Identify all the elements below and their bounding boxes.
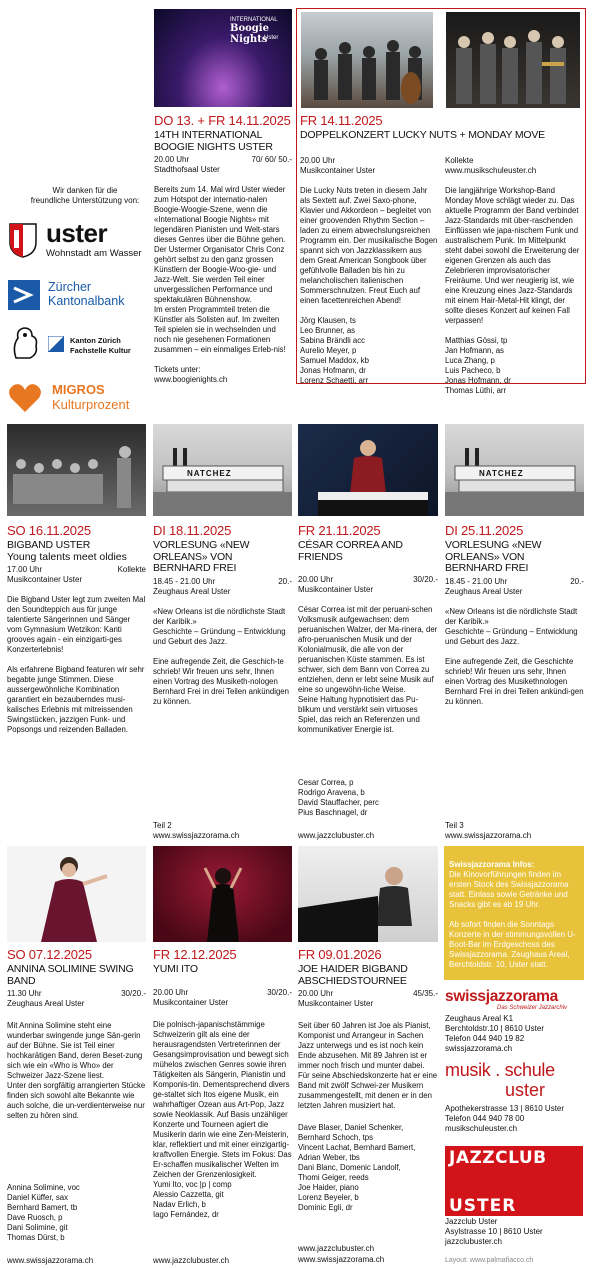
pianist-drawing [298,424,438,516]
ms-address: Apothekerstrasse 13 | 8610 Uster Telefon 044 940 78 00 musikschuleuster.ch [445,1104,565,1133]
event-date: FR 14.11.2025 [300,113,383,128]
event-time: 20.00 Uhr [154,155,190,164]
info-heading: Swissjazzorama Infos: [449,860,535,869]
singer-drawing [153,846,292,942]
event-tickets: Tickets unter: www.boogienights.ch [154,365,228,384]
event-description: Die polnisch-japanischstämmige Schweizerin gilt als eine der herausragendsten Vertreterinnen der Gesangsimprovisation und bewegt sich mühelos zwischen Genres sowie ihren Tätigkeiten als Sängerin, Pianistin und Komponis-tin. Dementsprechend divers ge-staltet sich Itos eigene Musik, ein wahrhaftiger Ozean aus Art-Pop, Jazz sowie Neoklassik. Auf Basis unzähliger Konzerte und Tourneen agiert die Musikerin darin wie eine Zen-Meisterin, klar, reflektiert und mit einer einzigartig-kraftvollen Energie. Stets im Fokus: Das Er-schaffen musikalischer Welten im Zeichen der Grenzenlosigkeit. [153,1019,292,1179]
event-title: CÉSAR CORREA AND FRIENDS [298,539,403,563]
uster-crest-icon [8,222,38,258]
event-price: 30/20.- [121,989,146,998]
jc-wordmark-line2: USTER [449,1196,517,1216]
event-description: «New Orleans ist die nördlichste Stadt der Karibik.» Geschichte – Gründung – Entwicklung und Geburt des Jazz. Eine aufregende Zeit, die Geschich-te schrieb! Wir freuen uns sehr, Ihnen einen Vortrag des Musiketh-nologen Bernhard Frei in drei Teilen ankündigen zu können. [153,606,289,706]
heart-icon [8,382,42,414]
annina-solimine-photo [7,846,146,942]
band-silhouettes [301,12,433,108]
event-boogie-nights [154,114,292,385]
event-venue: Musikcontainer Uster [153,997,229,1007]
event-title: YUMI ITO [153,963,198,975]
event-date: DO 13. + FR 14.11.2025 [154,113,291,128]
zkb-logo [8,280,148,312]
event-web-link[interactable]: www.jazzclubuster.ch [153,1256,230,1265]
zkb-line2: Kantonalbank [48,294,125,308]
boat-name-label: NATCHEZ [187,469,232,478]
event-joe-haider [298,948,438,1213]
event-date: SO 16.11.2025 [7,523,91,538]
event-price: 20.- [278,576,292,586]
event-title: BIGBAND USTER [7,539,91,551]
event-yumi-ito [153,948,292,1220]
poster-line3: Uster [264,35,279,41]
event-price: 30/20.- [267,987,292,997]
poster-line2: Boogie Nights [230,23,269,45]
event-price: 45/35.- [413,989,438,998]
zh-line2: Fachstelle Kultur [70,346,131,355]
boogie-nights-poster [154,9,292,107]
event-title: ANNINA SOLIMINE SWING BAND [7,963,134,987]
event-price: Kollekte [445,156,474,165]
event-title: JOE HAIDER BIGBAND ABSCHIEDSTOURNEE [298,963,408,987]
event-time: 17.00 Uhr [7,565,43,574]
sjo-wordmark: swissjazzorama [445,988,558,1005]
event-musicians: Matthias Gössi, tp Jan Hofmann, as Luca Zhang, p Luis Pacheco, b Jonas Hofmann, dr Thomas Lüthi, arr [445,336,511,395]
event-subtitle: Young talents meet oldies [7,550,127,563]
pianist-drawing [298,846,438,942]
event-venue: Zeughaus Areal Uster [445,586,523,596]
boat-name-label: NATCHEZ [479,469,524,478]
event-lucky-nuts [300,156,438,386]
event-musicians: Annina Solimine, voc Daniel Küffer, sax Bernhard Bamert, tb Dave Ruosch, p Dani Solimine, git Thomas Dürst, b [7,1183,80,1242]
event-description: Die Lucky Nuts treten in diesem Jahr als Sextett auf. Zwei Saxo-phone, Klavier und Akkordeon – begleitet von einer groovenden Rhythm Section – laden zu einem abwechslungsreichen Programm ein. Der musikalische Bogen spannt sich von Jazzklassikern aus dem Great American Songbook über gefühlvolle Balladen bis hin zu melancholischen italienischen Sommerschnulzen. Freut Euch auf einen facettenreichen Abend! [300,186,438,305]
event-date: SO 07.12.2025 [7,947,92,962]
joe-haider-photo [298,846,438,942]
zh-line1: Kanton Zürich [70,336,121,345]
event-description: Seit über 60 Jahren ist Joe als Pianist, Komponist und Arrangeur in Sachen Jazz unterwegs und es ist noch kein Ende abzusehen. Mit 89 Jahren ist er immer noch frisch und munter dabei. Für seine Abschiedskonzerte hat er eine Band mit zwölf Schwei-zer Musikern zusammengestellt, mit denen er in den letzten Jahren musiziert hat. [298,1021,438,1110]
event-price: 30/20.- [413,575,438,584]
uster-tagline: Wohnstadt am Wasser [46,248,142,259]
event-web-link[interactable]: www.musikschuleuster.ch [445,166,537,175]
natchez-steamboat-photo [153,424,292,516]
event-annina-solimine [7,948,146,1121]
event-vorlesung-2 [445,524,584,707]
event-web-link[interactable]: www.jazzclubuster.ch [298,1244,375,1253]
teil2-web-link[interactable]: www.swissjazzorama.ch [153,831,240,840]
event-lucky-nuts-header [300,114,580,142]
event-description: «New Orleans ist die nördlichste Stadt der Karibik.» Geschichte – Gründung – Entwicklung und Geburt des Jazz. Eine aufregende Zeit, die Geschichte schrieb! Wir freuen uns sehr, Ihnen einen Vortrag des Musikethnologen Bernhard Frei in drei Teilen ankündi-gen zu können. [445,606,584,706]
migros-logo [8,382,148,418]
event-vorlesung-1 [153,524,292,707]
natchez-steamboat-photo-2 [445,424,584,516]
teil3-web-link[interactable]: www.swissjazzorama.ch [445,831,532,840]
event-musicians: Yumi Ito, voc |p | comp Alessio Cazzetta, git Nadav Erlich, b Iago Fernández, dr [153,1179,232,1219]
musikschule-logo [445,1060,585,1100]
event-venue: Zeughaus Areal Uster [7,999,85,1008]
event-web-link[interactable]: www.swissjazzorama.ch [7,1256,94,1265]
event-description: Die Bigband Uster legt zum zweiten Mal den Soundteppich aus für junge talentierte Sängerinnen und Sänger vom Gymnasium Wetzikon: Kanti grooves again - ein einzigarti-ges Konzerterlebnis! Als erfahrene Bigband featuren wir sehr begabte junge Stimmen. Diese aussergewöhnliche Kombination garantiert ein bezauberndes musi-kalisches Erlebnis mit mitreissenden Swingstücken, jazzigen Funk- und Popsongs und reizenden Balladen. [7,595,146,734]
event-date: FR 09.01.2026 [298,947,382,962]
event-musicians: Jörg Klausen, ts Leo Brunner, as Sabina Brändli acc Aurelio Meyer, p Samuel Maddox, kb Jonas Hofmann, dr Lorenz Schaetti, arr [300,316,369,385]
event-time: 20.00 Uhr [298,575,334,584]
teil2-label: Teil 2 [153,821,172,830]
lion-icon [8,324,42,362]
uster-wordmark: uster [46,218,108,248]
event-venue: Stadthofsaal Uster [154,165,220,174]
kanton-zuerich-logo [8,324,148,364]
jc-address: Jazzclub Uster Asylstrasse 10 | 8610 Uster jazzclubuster.ch [445,1217,543,1246]
event-monday-move [445,156,583,396]
event-venue: Musikcontainer Uster [7,575,83,584]
band-silhouettes [446,12,580,108]
info-text: Die Kinovorführungen finden im ersten Stock des Swissjazzorama statt. Einlass sowie Getränke und Snacks gibt es ab 19 Uhr. Ab sofort finden die Sonntags Konzerte in der stimmungsvollen U-Boot-Bar im Erdgeschoss des Swissjazzorama. Zeughaus Areal, Berchtoldstr. 10, Uster statt. [449,870,576,969]
event-time: 20.00 Uhr [300,156,336,165]
event-description: Die langjährige Workshop-Band Monday Move schlägt wieder zu. Das aktuelle Programm der Band verbindet Jazz-Standards mit über-raschenden Einflüssen wie japa-nischem Funk und australischem Punk. Im Mittelpunkt steht dabei sowohl die Erweiterung der eigenen Grenzen als auch das Zelebrieren improvisatorischer Freiräume. Und wer neugierig ist, wie eine Kreuzung eines Jazz-Standards mit einem Hair-Metal-Hit klingt, der sollte dieses Konzert auf keinen Fall verpassen! [445,186,580,325]
swissjazzorama-info-box [444,846,584,980]
uster-logo [8,218,148,262]
cesar-correa-photo [298,424,438,516]
event-venue: Zeughaus Areal Uster [153,586,231,596]
sjo-tagline: Das Schweizer Jazzarchiv [497,1005,568,1011]
event-date: DI 18.11.2025 [153,523,232,538]
event-title: DOPPELKONZERT LUCKY NUTS + MONDAY MOVE [300,129,545,141]
event-venue: Musikcontainer Uster [298,585,374,594]
event-time: 11.30 Uhr [7,989,42,998]
event-price: Kollekte [117,565,146,574]
lucky-nuts-photo [301,12,433,108]
monday-move-photo [446,12,580,108]
event-date: FR 21.11.2025 [298,523,381,538]
event-bigband-uster [7,524,146,735]
event-time: 18.45 - 21.00 Uhr [153,576,216,586]
event-web-link-2[interactable]: www.swissjazzorama.ch [298,1255,385,1264]
bigband-uster-photo [7,424,146,516]
zkb-mark-icon [8,280,40,310]
zh-shield-icon [48,336,64,352]
migros-line2: Kulturprozent [52,397,130,412]
jc-wordmark-line1: JAZZCLUB [449,1148,547,1168]
event-description: Mit Annina Solimine steht eine wunderbar swingende junge Sän-gerin auf der Bühne. Sie ist Teil einer hochkarätigen Band, deren Beset-zung sich wie ein «Who is Who» der Schweizer Jazz-Szene liest. Unter den sorgfältig arrangierten Stücke finden sich sowohl alte Bekannte wie auch solche, die un-verdienterweise nur selten zu hören sind. [7,1021,146,1120]
event-cesar-correa [298,524,438,735]
teil3-label: Teil 3 [445,821,464,830]
sjo-address: Zeughaus Areal K1 Berchtoldstr.10 | 8610 Uster Telefon 044 940 19 82 swissjazzorama.ch [445,1014,545,1053]
event-time: 20.00 Uhr [298,989,334,998]
event-price: 20.- [570,576,584,586]
event-date: FR 12.12.2025 [153,947,237,962]
event-price: 70/ 60/ 50.- [251,155,292,164]
migros-line1: MIGROS [52,382,105,397]
band-silhouettes [7,424,146,516]
event-time: 20.00 Uhr [153,987,189,997]
zkb-line1: Zürcher [48,280,92,294]
event-venue: Musikcontainer Uster [298,999,374,1008]
event-description: César Correa ist mit der peruani-schen Volksmusik aufgewachsen: dem peruanischen Walzer, der Ma-rinera, der afro-peruanischen Musik und der Kolonialmusik, die alle von der peruanischen Küste stammen. Es ist schwer, sich dem Bann von Correa zu entziehen, denn er lebt seine Musik auf eine so ungewöhn-liche Weise. Seine Haltung hypnotisiert das Pu-blikum und verstärkt sein virtuoses Spiel, das reich an Referenzen und kommunikativer Energie ist. [298,605,438,734]
event-title: VORLESUNG «NEW ORLEANS» VON BERNHARD FREI [445,539,542,574]
event-musicians: Cesar Correa, p Rodrigo Aravena, b David Stauffacher, perc Pius Baschnagel, dr [298,778,379,817]
thanks-text: Wir danken für die freundliche Unterstützung von: [30,186,140,205]
ms-wordmark-line2: uster [505,1080,546,1100]
singer-drawing [7,846,146,942]
event-musicians: Dave Blaser, Daniel Schenker, Bernhard Schoch, tps Vincent Lachat, Bernhard Bamert, Adrian Weber, tbs Dani Blanc, Domenic Landolf, Thomi Geiger, reeds Joe Haider, piano Lorenz Beyeler, b Dominic Egli, dr [298,1123,416,1212]
event-description: Bereits zum 14. Mal wird Uster wieder zum Hotspot der internatio-nalen Boogie-Woogie-Szene, wenn die «International Boogie Nights» mit legendären Pianisten und Welt-stars dieses Genres über die Bühne gehen. Der Ustermer Organisator Chris Conz gehört selbst zu den ganz grossen Künstlern der Boogie-Woo-gie- und Jazz-Welt. Sie werden Teil einer unvergesslichen Performance und spektakulären Bühnenshow. Im ersten Programmteil treten die Künstler als Solisten auf. Im zweiten Teil spielen sie in wechselnden und noch nie gesehenen Formationen zusammen – ein einmaliges Erleb-nis! [154,185,286,354]
jazzclub-logo [445,1146,583,1216]
swissjazzorama-logo [445,988,585,1012]
event-title: VORLESUNG «NEW ORLEANS» VON BERNHARD FREI [153,539,250,574]
poster-line1: INTERNATIONAL [230,17,278,23]
ms-wordmark-line1: musik . schule [445,1060,555,1080]
event-web-link[interactable]: www.jazzclubuster.ch [298,831,375,840]
yumi-ito-photo [153,846,292,942]
event-date: DI 25.11.2025 [445,523,524,538]
layout-credit: Layout: www.palmafiacco.ch [445,1257,534,1264]
event-time: 18.45 - 21.00 Uhr [445,576,508,586]
event-venue: Musikcontainer Uster [300,166,376,175]
event-title: 14TH INTERNATIONAL BOOGIE NIGHTS USTER [154,129,273,153]
